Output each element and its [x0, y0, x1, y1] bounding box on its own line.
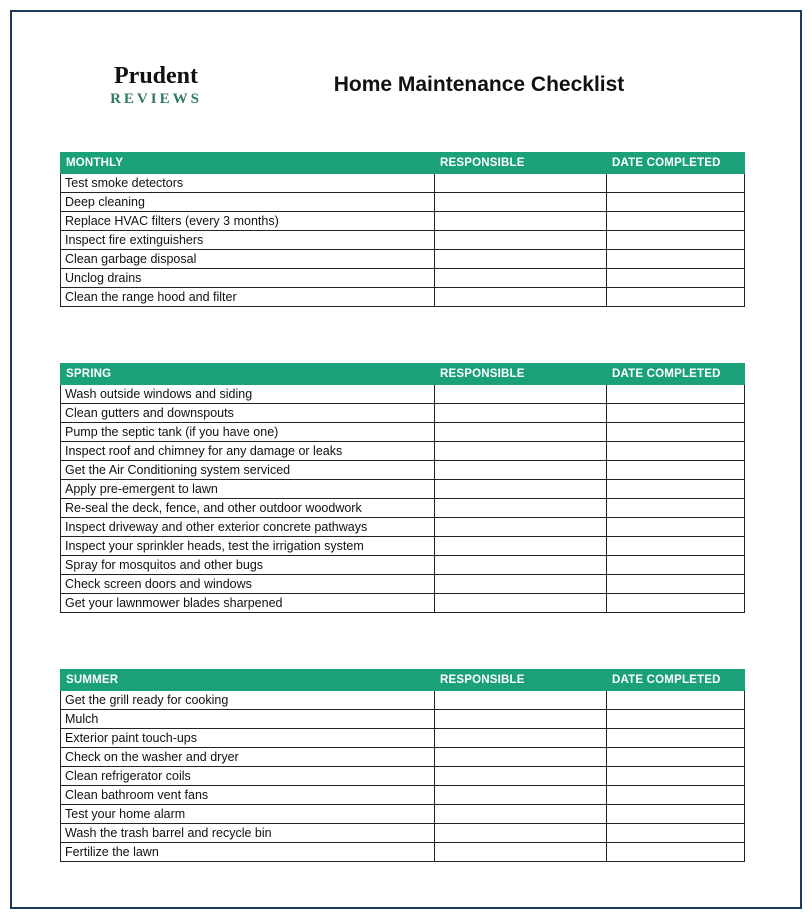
responsible-cell[interactable] [435, 710, 607, 729]
table-row [61, 480, 745, 499]
task-label: Clean gutters and downspouts [61, 404, 435, 423]
table-row [61, 729, 745, 748]
responsible-cell[interactable] [435, 288, 607, 307]
date-completed-cell[interactable] [607, 824, 745, 843]
date-completed-cell[interactable] [607, 691, 745, 710]
date-completed-cell[interactable] [607, 212, 745, 231]
checklist-table [60, 363, 745, 613]
table-row [61, 575, 745, 594]
task-label: Get your lawnmower blades sharpened [61, 594, 435, 613]
task-label: Inspect roof and chimney for any damage or leaks [61, 442, 435, 461]
table-row [61, 767, 745, 786]
responsible-cell[interactable] [435, 461, 607, 480]
task-label: Get the grill ready for cooking [61, 691, 435, 710]
date-completed-cell[interactable] [607, 537, 745, 556]
date-completed-cell[interactable] [607, 767, 745, 786]
task-label: Re-seal the deck, fence, and other outdoor woodwork [61, 499, 435, 518]
responsible-cell[interactable] [435, 250, 607, 269]
date-completed-cell[interactable] [607, 193, 745, 212]
document-header [60, 40, 752, 130]
checklist-section [60, 152, 752, 307]
date-completed-cell[interactable] [607, 461, 745, 480]
table-row [61, 269, 745, 288]
column-header-responsible: RESPONSIBLE [435, 670, 607, 691]
date-completed-cell[interactable] [607, 250, 745, 269]
date-completed-cell[interactable] [607, 843, 745, 862]
task-label: Clean bathroom vent fans [61, 786, 435, 805]
table-row [61, 843, 745, 862]
responsible-cell[interactable] [435, 212, 607, 231]
date-completed-cell[interactable] [607, 269, 745, 288]
task-label: Wash outside windows and siding [61, 385, 435, 404]
task-label: Clean refrigerator coils [61, 767, 435, 786]
responsible-cell[interactable] [435, 269, 607, 288]
responsible-cell[interactable] [435, 556, 607, 575]
column-header-date-completed: DATE COMPLETED [607, 364, 745, 385]
column-header-date-completed: DATE COMPLETED [607, 670, 745, 691]
responsible-cell[interactable] [435, 174, 607, 193]
task-label: Spray for mosquitos and other bugs [61, 556, 435, 575]
brand-logo [66, 64, 246, 107]
table-row [61, 537, 745, 556]
date-completed-cell[interactable] [607, 518, 745, 537]
table-row [61, 518, 745, 537]
column-header-responsible: RESPONSIBLE [435, 153, 607, 174]
table-row [61, 288, 745, 307]
task-label: Test smoke detectors [61, 174, 435, 193]
brand-name-primary: Prudent [114, 62, 198, 89]
responsible-cell[interactable] [435, 193, 607, 212]
table-row [61, 231, 745, 250]
date-completed-cell[interactable] [607, 404, 745, 423]
checklist-section [60, 669, 752, 862]
date-completed-cell[interactable] [607, 710, 745, 729]
task-label: Exterior paint touch-ups [61, 729, 435, 748]
section-heading: SPRING [61, 364, 435, 385]
responsible-cell[interactable] [435, 404, 607, 423]
responsible-cell[interactable] [435, 691, 607, 710]
responsible-cell[interactable] [435, 594, 607, 613]
column-header-responsible: RESPONSIBLE [435, 364, 607, 385]
responsible-cell[interactable] [435, 805, 607, 824]
responsible-cell[interactable] [435, 442, 607, 461]
responsible-cell[interactable] [435, 748, 607, 767]
date-completed-cell[interactable] [607, 556, 745, 575]
responsible-cell[interactable] [435, 423, 607, 442]
section-spacer [60, 307, 752, 341]
responsible-cell[interactable] [435, 786, 607, 805]
table-header-row [61, 670, 745, 691]
task-label: Mulch [61, 710, 435, 729]
table-header-row [61, 364, 745, 385]
table-row [61, 212, 745, 231]
table-row [61, 461, 745, 480]
table-row [61, 250, 745, 269]
table-row [61, 442, 745, 461]
table-row [61, 710, 745, 729]
task-label: Apply pre-emergent to lawn [61, 480, 435, 499]
responsible-cell[interactable] [435, 729, 607, 748]
date-completed-cell[interactable] [607, 575, 745, 594]
column-header-date-completed: DATE COMPLETED [607, 153, 745, 174]
table-row [61, 594, 745, 613]
page-title: Home Maintenance Checklist [333, 73, 625, 96]
task-label: Check on the washer and dryer [61, 748, 435, 767]
responsible-cell[interactable] [435, 231, 607, 250]
task-label: Wash the trash barrel and recycle bin [61, 824, 435, 843]
responsible-cell[interactable] [435, 518, 607, 537]
date-completed-cell[interactable] [607, 174, 745, 193]
table-row [61, 385, 745, 404]
section-spacer [60, 613, 752, 647]
responsible-cell[interactable] [435, 537, 607, 556]
date-completed-cell[interactable] [607, 442, 745, 461]
responsible-cell[interactable] [435, 843, 607, 862]
section-heading: MONTHLY [61, 153, 435, 174]
task-label: Pump the septic tank (if you have one) [61, 423, 435, 442]
table-row [61, 174, 745, 193]
task-label: Clean garbage disposal [61, 250, 435, 269]
document-content [60, 40, 752, 862]
responsible-cell[interactable] [435, 480, 607, 499]
table-header-row [61, 153, 745, 174]
table-row [61, 423, 745, 442]
responsible-cell[interactable] [435, 767, 607, 786]
task-label: Deep cleaning [61, 193, 435, 212]
section-heading: SUMMER [61, 670, 435, 691]
table-row [61, 805, 745, 824]
date-completed-cell[interactable] [607, 594, 745, 613]
table-row [61, 404, 745, 423]
date-completed-cell[interactable] [607, 499, 745, 518]
task-label: Inspect driveway and other exterior concrete pathways [61, 518, 435, 537]
table-row [61, 824, 745, 843]
responsible-cell[interactable] [435, 385, 607, 404]
checklist-sections [60, 152, 752, 862]
task-label: Test your home alarm [61, 805, 435, 824]
task-label: Get the Air Conditioning system serviced [61, 461, 435, 480]
date-completed-cell[interactable] [607, 480, 745, 499]
table-row [61, 499, 745, 518]
responsible-cell[interactable] [435, 824, 607, 843]
date-completed-cell[interactable] [607, 288, 745, 307]
date-completed-cell[interactable] [607, 748, 745, 767]
date-completed-cell[interactable] [607, 729, 745, 748]
date-completed-cell[interactable] [607, 385, 745, 404]
table-row [61, 193, 745, 212]
date-completed-cell[interactable] [607, 423, 745, 442]
checklist-table [60, 669, 745, 862]
brand-name-secondary: REVIEWS [110, 90, 202, 107]
date-completed-cell[interactable] [607, 786, 745, 805]
task-label: Unclog drains [61, 269, 435, 288]
checklist-table [60, 152, 745, 307]
task-label: Inspect your sprinkler heads, test the irrigation system [61, 537, 435, 556]
task-label: Fertilize the lawn [61, 843, 435, 862]
responsible-cell[interactable] [435, 575, 607, 594]
date-completed-cell[interactable] [607, 231, 745, 250]
table-row [61, 556, 745, 575]
table-row [61, 691, 745, 710]
table-row [61, 786, 745, 805]
checklist-section [60, 363, 752, 613]
responsible-cell[interactable] [435, 499, 607, 518]
task-label: Inspect fire extinguishers [61, 231, 435, 250]
task-label: Check screen doors and windows [61, 575, 435, 594]
table-row [61, 748, 745, 767]
date-completed-cell[interactable] [607, 805, 745, 824]
task-label: Replace HVAC filters (every 3 months) [61, 212, 435, 231]
task-label: Clean the range hood and filter [61, 288, 435, 307]
